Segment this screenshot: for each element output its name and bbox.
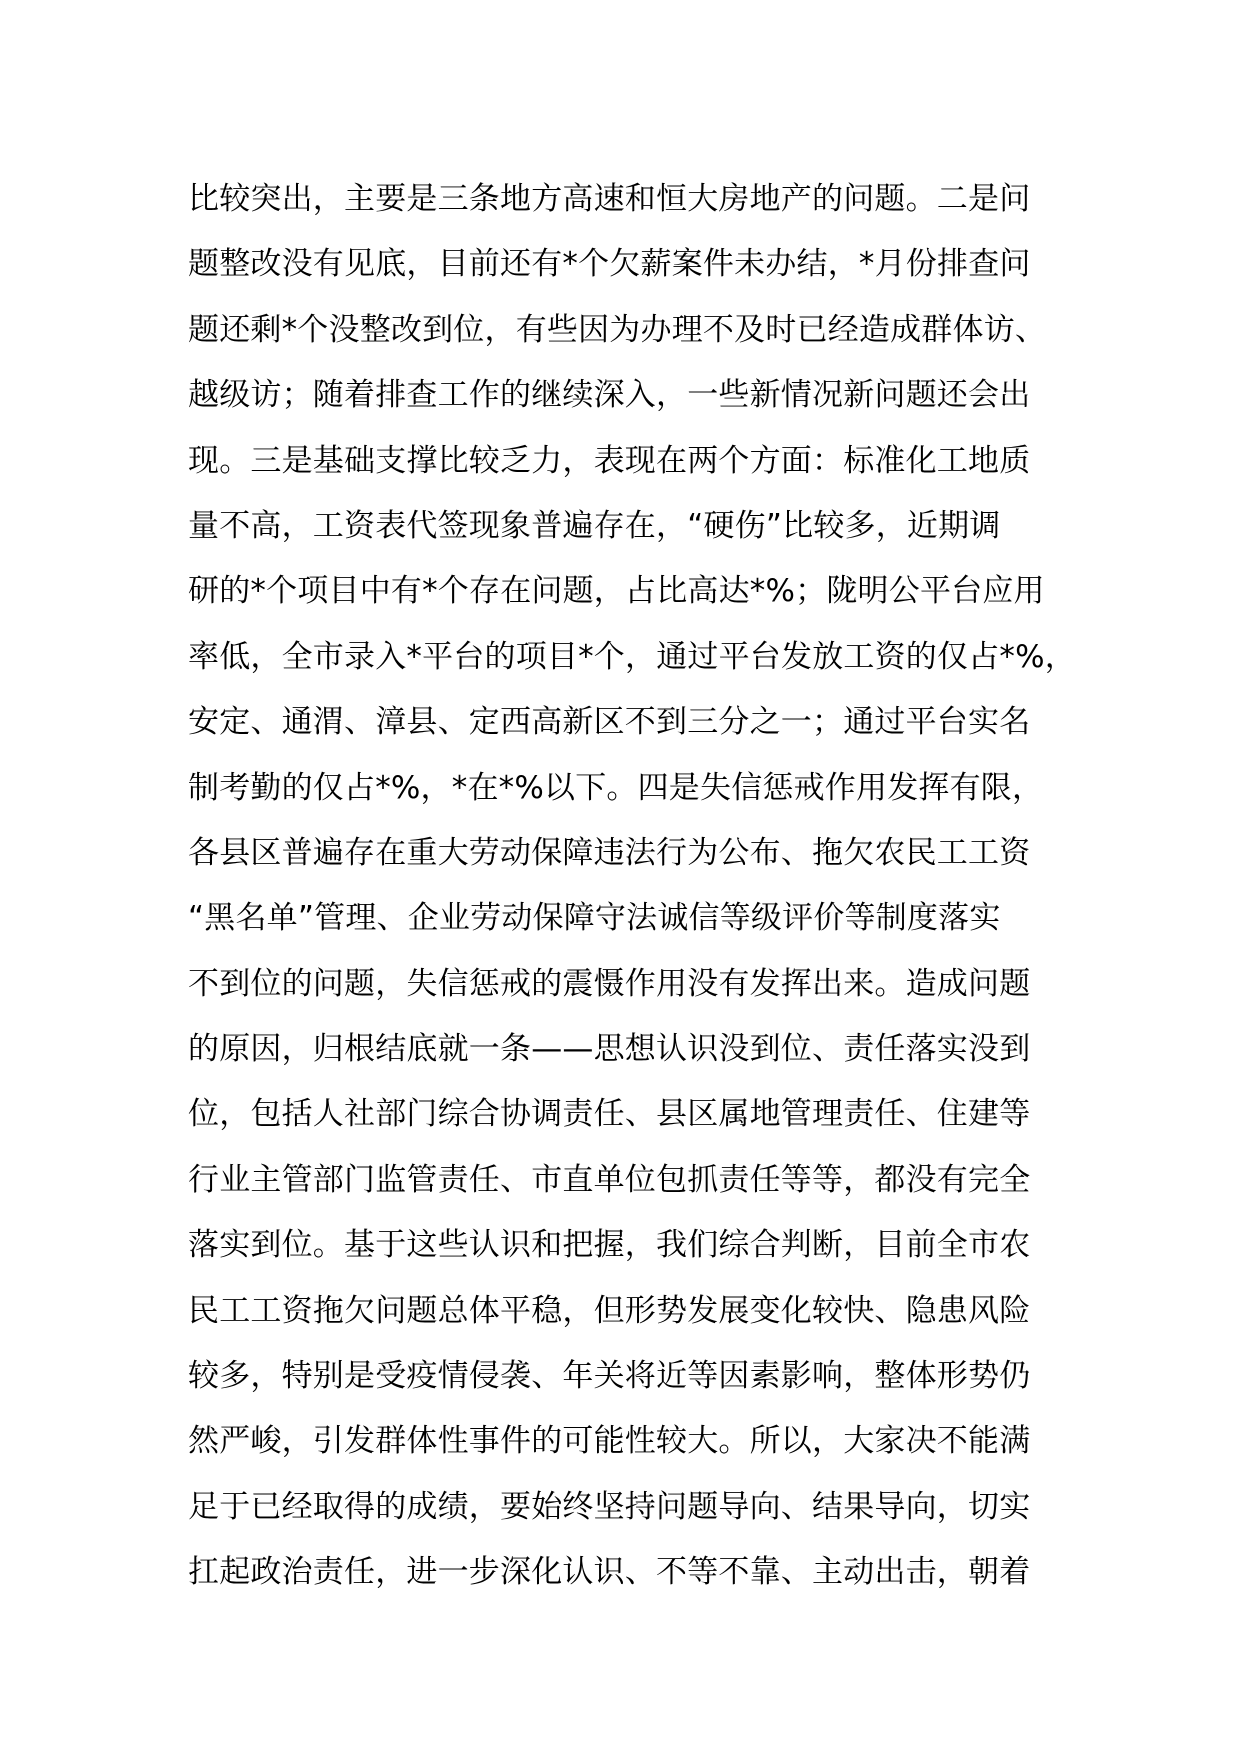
text-line: 民工工资拖欠问题总体平稳，但形势发展变化较快、隐患风险	[188, 1292, 1031, 1329]
text-line: 制考勤的仅占*%，*在*%以下。四是失信惩戒作用发挥有限，	[188, 769, 1044, 806]
text-line: 较多，特别是受疫情侵袭、年关将近等因素影响，整体形势仍	[188, 1358, 1031, 1395]
text-line: 安定、通渭、漳县、定西高新区不到三分之一；通过平台实名	[188, 704, 1031, 741]
text-line: 各县区普遍存在重大劳动保障违法行为公布、拖欠农民工工资	[188, 834, 1031, 871]
text-line: 足于已经取得的成绩，要始终坚持问题导向、结果导向，切实	[188, 1488, 1031, 1525]
text-line: “黑名单”管理、企业劳动保障守法诚信等级评价等制度落实	[188, 900, 1001, 937]
text-line: 率低，全市录入*平台的项目*个，通过平台发放工资的仅占*%，	[188, 638, 1076, 675]
text-line: 落实到位。基于这些认识和把握，我们综合判断，目前全市农	[188, 1227, 1031, 1264]
text-line: 扛起政治责任，进一步深化认识、不等不靠、主动出击，朝着	[188, 1554, 1031, 1591]
text-line: 题整改没有见底，目前还有*个欠薪案件未办结，*月份排查问	[188, 246, 1031, 283]
text-line: 然严峻，引发群体性事件的可能性较大。所以，大家决不能满	[188, 1423, 1031, 1460]
text-line: 比较突出，主要是三条地方高速和恒大房地产的问题。二是问	[188, 181, 1031, 217]
text-line: 题还剩*个没整改到位，有些因为办理不及时已经造成群体访、	[188, 311, 1047, 348]
text-line: 位，包括人社部门综合协调责任、县区属地管理责任、住建等	[188, 1096, 1031, 1133]
text-line: 研的*个项目中有*个存在问题，占比高达*%；陇明公平台应用	[188, 573, 1045, 610]
text-line: 不到位的问题，失信惩戒的震慑作用没有发挥出来。造成问题	[188, 965, 1031, 1002]
text-line: 量不高，工资表代签现象普遍存在，“硬伤”比较多，近期调	[188, 507, 1001, 544]
text-line: 现。三是基础支撑比较乏力，表现在两个方面：标准化工地质	[188, 442, 1031, 479]
text-line: 行业主管部门监管责任、市直单位包抓责任等等，都没有完全	[188, 1161, 1031, 1198]
body-text	[188, 167, 1088, 1606]
text-line: 越级访；随着排查工作的继续深入，一些新情况新问题还会出	[188, 377, 1031, 414]
text-line: 的原因，归根结底就一条——思想认识没到位、责任落实没到	[188, 1031, 1031, 1068]
